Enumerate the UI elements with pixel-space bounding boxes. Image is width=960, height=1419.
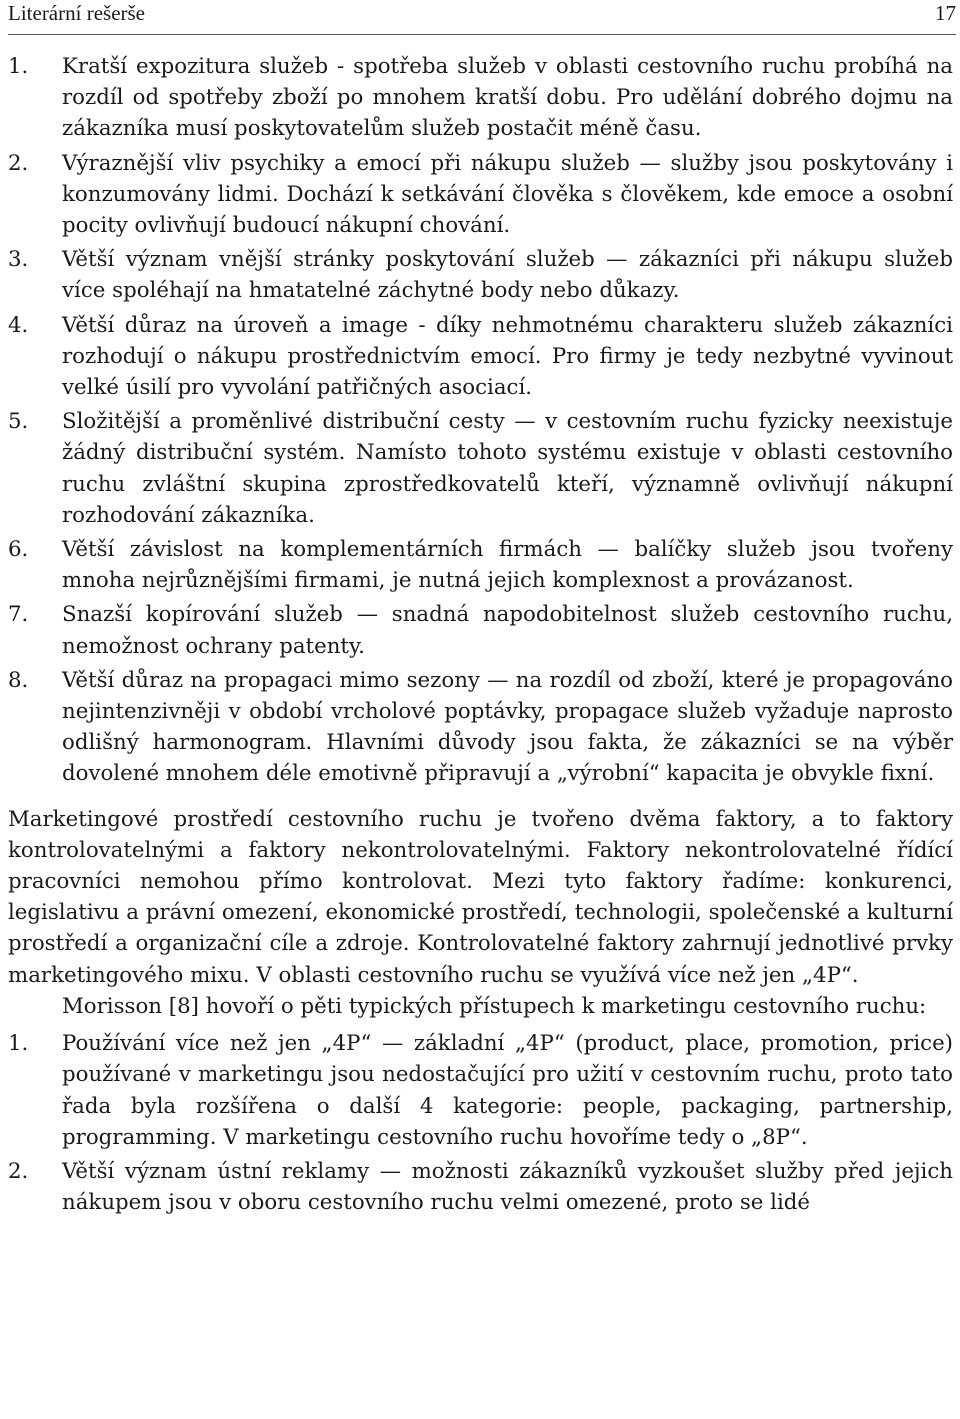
list-item-number: 8.	[8, 667, 29, 693]
page-number: 17	[935, 1, 956, 25]
page-content	[8, 51, 953, 1221]
list-item-text: Větší význam ústní reklamy — možnosti zákazníků vyzkoušet služby před jejich nákupem jsou v oboru cestovního ruchu velmi omezené, proto se lidé	[62, 1158, 953, 1216]
list-item-text: Větší důraz na propagaci mimo sezony — na rozdíl od zboží, které je propagováno nejintenzivněji v období vrcholové poptávky, propagace služeb vyžaduje naprosto odlišný harmonogram. Hlavními důvody jsou fakta, že zákazníci se na výběr dovolené mnohem déle emotivně připravují a „výrobní“ kapacita je obvykle fixní.	[62, 667, 953, 787]
list-item	[8, 310, 953, 404]
list-item-text: Výraznější vliv psychiky a emocí při nákupu služeb — služby jsou poskytovány i konzumovány lidmi. Dochází k setkávání člověka s člověkem, kde emoce a osobní pocity ovlivňují budoucí nákupní chování.	[62, 150, 953, 239]
list-item-number: 2.	[8, 1158, 29, 1184]
list-item	[8, 599, 953, 661]
list-item-text: Kratší expozitura služeb - spotřeba služeb v oblasti cestovního ruchu probíhá na rozdíl od spotřeby zboží po mnohem kratší dobu. Pro udělání dobrého dojmu na zákazníka musí poskytovatelům služeb postačit méně času.	[62, 54, 953, 142]
marketing-approaches-list	[8, 1028, 953, 1218]
section-title: Literární rešerše	[8, 1, 146, 25]
list-item-text: Větší důraz na úroveň a image - díky nehmotnému charakteru služeb zákazníci rozhodují o nákupu prostřednictvím emocí. Pro firmy je tedy nezbytné vyvinout velké úsilí pro vyvolání patřičných asociací.	[62, 312, 953, 401]
list-item-text: Větší význam vnější stránky poskytování služeb — zákazníci při nákupu služeb více spoléhají na hmatatelné záchytné body nebo důkazy.	[62, 247, 953, 304]
list-item-number: 1.	[8, 54, 29, 79]
list-item-number: 5.	[8, 409, 29, 435]
list-item	[8, 51, 953, 145]
list-item	[8, 406, 953, 531]
list-item	[8, 244, 953, 306]
list-item-number: 2.	[8, 150, 29, 176]
list-item-number: 1.	[8, 1031, 29, 1057]
page-header	[8, 0, 956, 35]
list-item	[8, 148, 953, 242]
list-item	[8, 1156, 953, 1218]
marketing-environment-paragraph: Marketingové prostředí cestovního ruchu je tvořeno dvěma faktory, a to faktory kontrolovatelnými a faktory nekontrolovatelnými. Faktory nekontrolovatelné řídící pracovníci nemohou přímo kontrolovat. Mezi tyto faktory řadíme: konkurenci, legislativu a právní omezení, ekonomické prostředí, technologii, společenské a kulturní prostředí a organizační cíle a zdroje. Kontrolovatelné faktory zahrnují jednotlivé prvky marketingového mixu. V oblasti cestovního ruchu se využívá více než jen „4P“.	[8, 806, 953, 988]
list-item-number: 4.	[8, 312, 29, 338]
list-item-number: 7.	[8, 602, 29, 628]
list-item-number: 6.	[8, 537, 29, 563]
list-item-text: Používání více než jen „4P“ — základní „4P“ (product, place, promotion, price) používané v marketingu jsou nedostačující pro užití v cestovním ruchu, proto tato řada byla rozšířena o další 4 kategorie: people, packaging, partnership, programming. V marketingu cestovního ruchu hovoříme tedy o „8P“.	[62, 1031, 953, 1150]
list-item-text: Větší závislost na komplementárních firmách — balíčky služeb jsou tvořeny mnoha nejrůznějšími firmami, je nutná jejich komplexnost a provázanost.	[62, 537, 953, 594]
services-characteristics-list	[8, 51, 953, 790]
list-item	[8, 534, 953, 596]
list-item	[8, 665, 953, 790]
list-item-text: Snazší kopírování služeb — snadná napodobitelnost služeb cestovního ruchu, nemožnost ochrany patenty.	[62, 602, 953, 659]
list-item-text: Složitější a proměnlivé distribuční cesty — v cestovním ruchu fyzicky neexistuje žádný distribuční systém. Namísto tohoto systému existuje v oblasti cestovního ruchu zvláštní skupina zprostředkovatelů kteří, významně ovlivňují nákupní rozhodování zákazníka.	[62, 409, 953, 528]
morisson-intro-paragraph: Morisson [8] hovoří o pěti typických přístupech k marketingu cestovního ruchu:	[62, 993, 927, 1019]
list-item	[8, 1028, 953, 1153]
list-item-number: 3.	[8, 247, 29, 273]
